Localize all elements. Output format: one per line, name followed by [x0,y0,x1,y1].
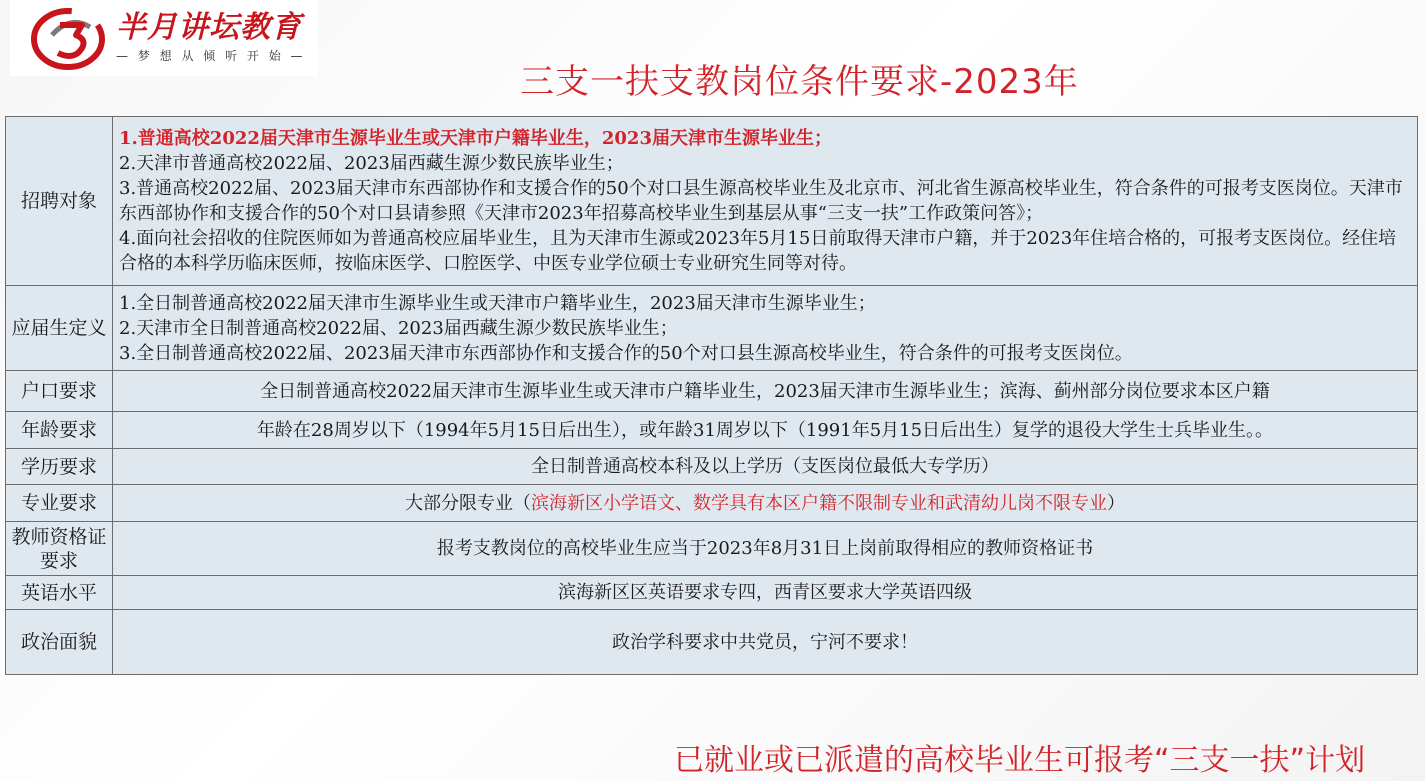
recruit-item-1: 1.普通高校2022届天津市生源毕业生或天津市户籍毕业生，2023届天津市生源毕业生； [119,128,832,149]
row-label: 政治面貌 [6,610,113,675]
row-label: 年龄要求 [6,412,113,449]
graduate-def-item-2: 2.天津市全日制普通高校2022届、2023届西藏生源少数民族毕业生； [119,317,678,339]
requirements-table [5,116,1418,675]
page-title: 三支一扶支教岗位条件要求-2023年 [520,62,1079,102]
table-row-hukou [6,371,1418,412]
footer-note: 已就业或已派遣的高校毕业生可报考“三支一扶”计划 [674,743,1366,778]
row-content: 政治学科要求中共党员，宁河不要求！ [113,610,1418,675]
row-content [113,485,1418,522]
row-content [113,117,1418,286]
row-label: 学历要求 [6,449,113,485]
brand-logo [10,0,318,76]
table-row-graduate-def [6,286,1418,371]
row-content [113,286,1418,371]
table-row-recruit [6,117,1418,286]
major-text-end: ） [1107,492,1125,514]
recruit-item-2: 2.天津市普通高校2022届、2023届西藏生源少数民族毕业生； [119,153,624,174]
row-content: 报考支教岗位的高校毕业生应当于2023年8月31日上岗前取得相应的教师资格证书 [113,522,1418,576]
table-row-age [6,412,1418,449]
row-label: 英语水平 [6,576,113,610]
logo-emblem-icon [30,5,108,71]
graduate-def-item-3: 3.全日制普通高校2022届、2023届天津市东西部协作和支援合作的50个对口县生源高校毕业生，符合条件的可报考支医岗位。 [119,342,1133,364]
major-exception-text: 滨海新区小学语文、数学具有本区户籍不限制专业和武清幼儿岗不限专业 [531,492,1107,514]
row-content: 全日制普通高校本科及以上学历（支医岗位最低大专学历） [113,449,1418,485]
logo-name: 半月讲坛教育 [116,10,302,45]
row-content: 年龄在28周岁以下（1994年5月15日后出生），或年龄31周岁以下（1991年5月15日后出生）复学的退役大学生士兵毕业生。。 [113,412,1418,449]
major-text: 大部分限专业（ [405,492,531,514]
recruit-item-3: 3.普通高校2022届、2023届天津市东西部协作和支援合作的50个对口县生源高校毕业生及北京市、河北省生源高校毕业生，符合条件的可报考支医岗位。天津市东西部协作和支援合作的50个对口县请参照《天津市2023年招募高校毕业生到基层从事“三支一扶”工作政策问答》； [119,178,1403,224]
row-content: 全日制普通高校2022届天津市生源毕业生或天津市户籍毕业生，2023届天津市生源毕业生；滨海、蓟州部分岗位要求本区户籍 [113,371,1418,412]
row-label: 招聘对象 [6,117,113,286]
table-row-political [6,610,1418,675]
row-label: 户口要求 [6,371,113,412]
table-row-english [6,576,1418,610]
logo-slogan: — 梦 想 从 倾 听 开 始 — [116,49,306,63]
row-label: 应届生定义 [6,286,113,371]
graduate-def-item-1: 1.全日制普通高校2022届天津市生源毕业生或天津市户籍毕业生，2023届天津市生源毕业生； [119,292,876,314]
recruit-item-4: 4.面向社会招收的住院医师如为普通高校应届毕业生，且为天津市生源或2023年5月15日前取得天津市户籍，并于2023年住培合格的，可报考支医岗位。经住培合格的本科学历临床医师，按临床医学、口腔医学、中医专业学位硕士专业研究生同等对待。 [119,228,1397,274]
table-row-major [6,485,1418,522]
row-content: 滨海新区区英语要求专四，西青区要求大学英语四级 [113,576,1418,610]
row-label: 教师资格证要求 [6,522,113,576]
table-row-teacher-cert [6,522,1418,576]
row-label: 专业要求 [6,485,113,522]
table-row-education [6,449,1418,485]
